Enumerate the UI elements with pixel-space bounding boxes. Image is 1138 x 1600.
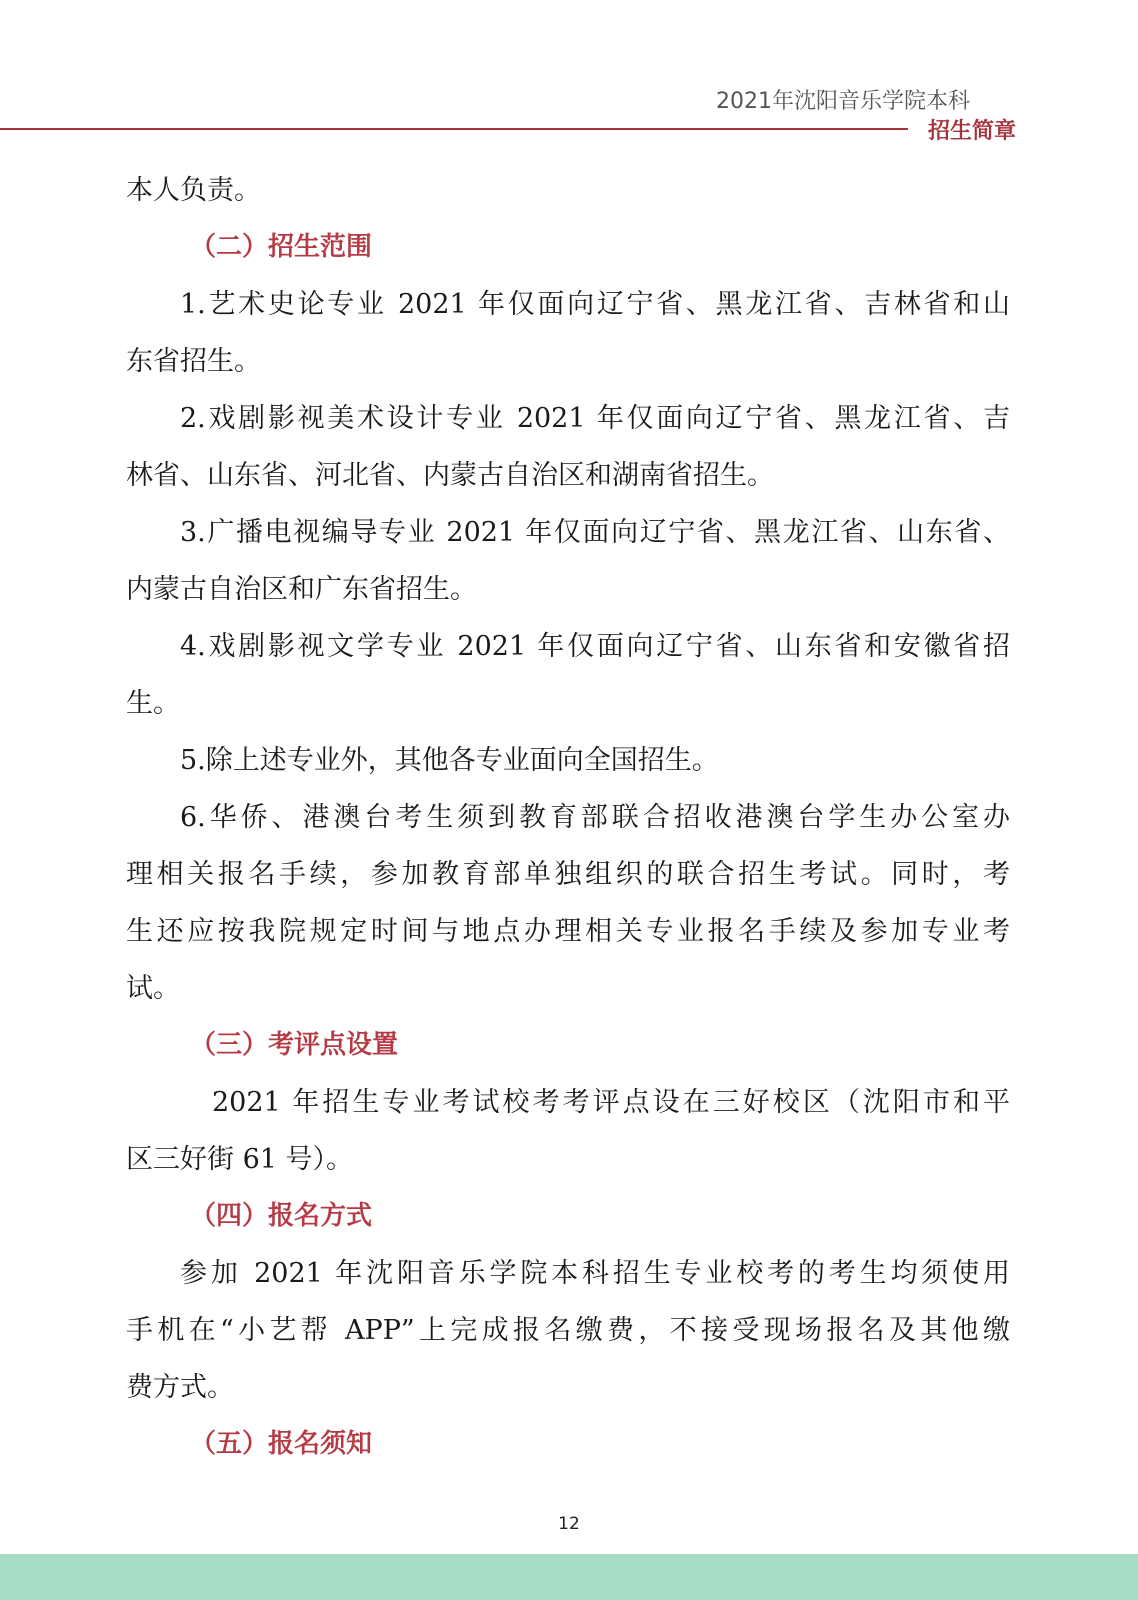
paragraph-line: 生。 <box>126 688 180 719</box>
paragraph-line: 3.广播电视编导专业 2021 年仅面向辽宁省、黑龙江省、山东省、 <box>180 517 1010 548</box>
paragraph-line: 试。 <box>126 973 180 1004</box>
header-rule <box>0 128 908 130</box>
paragraph-line: 理相关报名手续，参加教育部单独组织的联合招生考试。同时，考 <box>126 859 1010 890</box>
paragraph-line: 费方式。 <box>126 1372 234 1403</box>
paragraph-line: 手机在“小艺帮 APP”上完成报名缴费，不接受现场报名及其他缴 <box>126 1315 1010 1346</box>
paragraph-line: 6.华侨、港澳台考生须到教育部联合招收港澳台学生办公室办 <box>180 802 1010 833</box>
section-heading: （五）报名须知 <box>190 1429 373 1459</box>
paragraph-line: 生还应按我院规定时间与地点办理相关专业报名手续及参加专业考 <box>126 916 1010 947</box>
paragraph-line: 4.戏剧影视文学专业 2021 年仅面向辽宁省、山东省和安徽省招 <box>180 631 1010 662</box>
paragraph-line: 林省、山东省、河北省、内蒙古自治区和湖南省招生。 <box>126 460 774 491</box>
paragraph-line: 东省招生。 <box>126 346 261 377</box>
paragraph-line: 2.戏剧影视美术设计专业 2021 年仅面向辽宁省、黑龙江省、吉 <box>180 403 1010 434</box>
header-title: 2021年沈阳音乐学院本科 <box>716 89 970 114</box>
section-heading: （三）考评点设置 <box>190 1030 399 1060</box>
section-heading: （二）招生范围 <box>190 232 373 262</box>
header-subtitle: 招生简章 <box>927 119 1016 144</box>
page-number: 12 <box>558 1514 580 1534</box>
section-heading: （四）报名方式 <box>190 1201 373 1231</box>
paragraph-line: 区三好街 61 号）。 <box>126 1144 354 1175</box>
paragraph-line: 本人负责。 <box>126 175 261 206</box>
document-body <box>126 162 1010 1473</box>
paragraph-line: 参加 2021 年沈阳音乐学院本科招生专业校考的考生均须使用 <box>180 1258 1010 1289</box>
footer-band <box>0 1554 1138 1600</box>
paragraph-line: 1.艺术史论专业 2021 年仅面向辽宁省、黑龙江省、吉林省和山 <box>180 289 1010 320</box>
paragraph-line: 内蒙古自治区和广东省招生。 <box>126 574 477 605</box>
paragraph-line: 2021 年招生专业考试校考考评点设在三好校区（沈阳市和平 <box>212 1087 1010 1118</box>
paragraph-line: 5.除上述专业外，其他各专业面向全国招生。 <box>180 745 719 776</box>
